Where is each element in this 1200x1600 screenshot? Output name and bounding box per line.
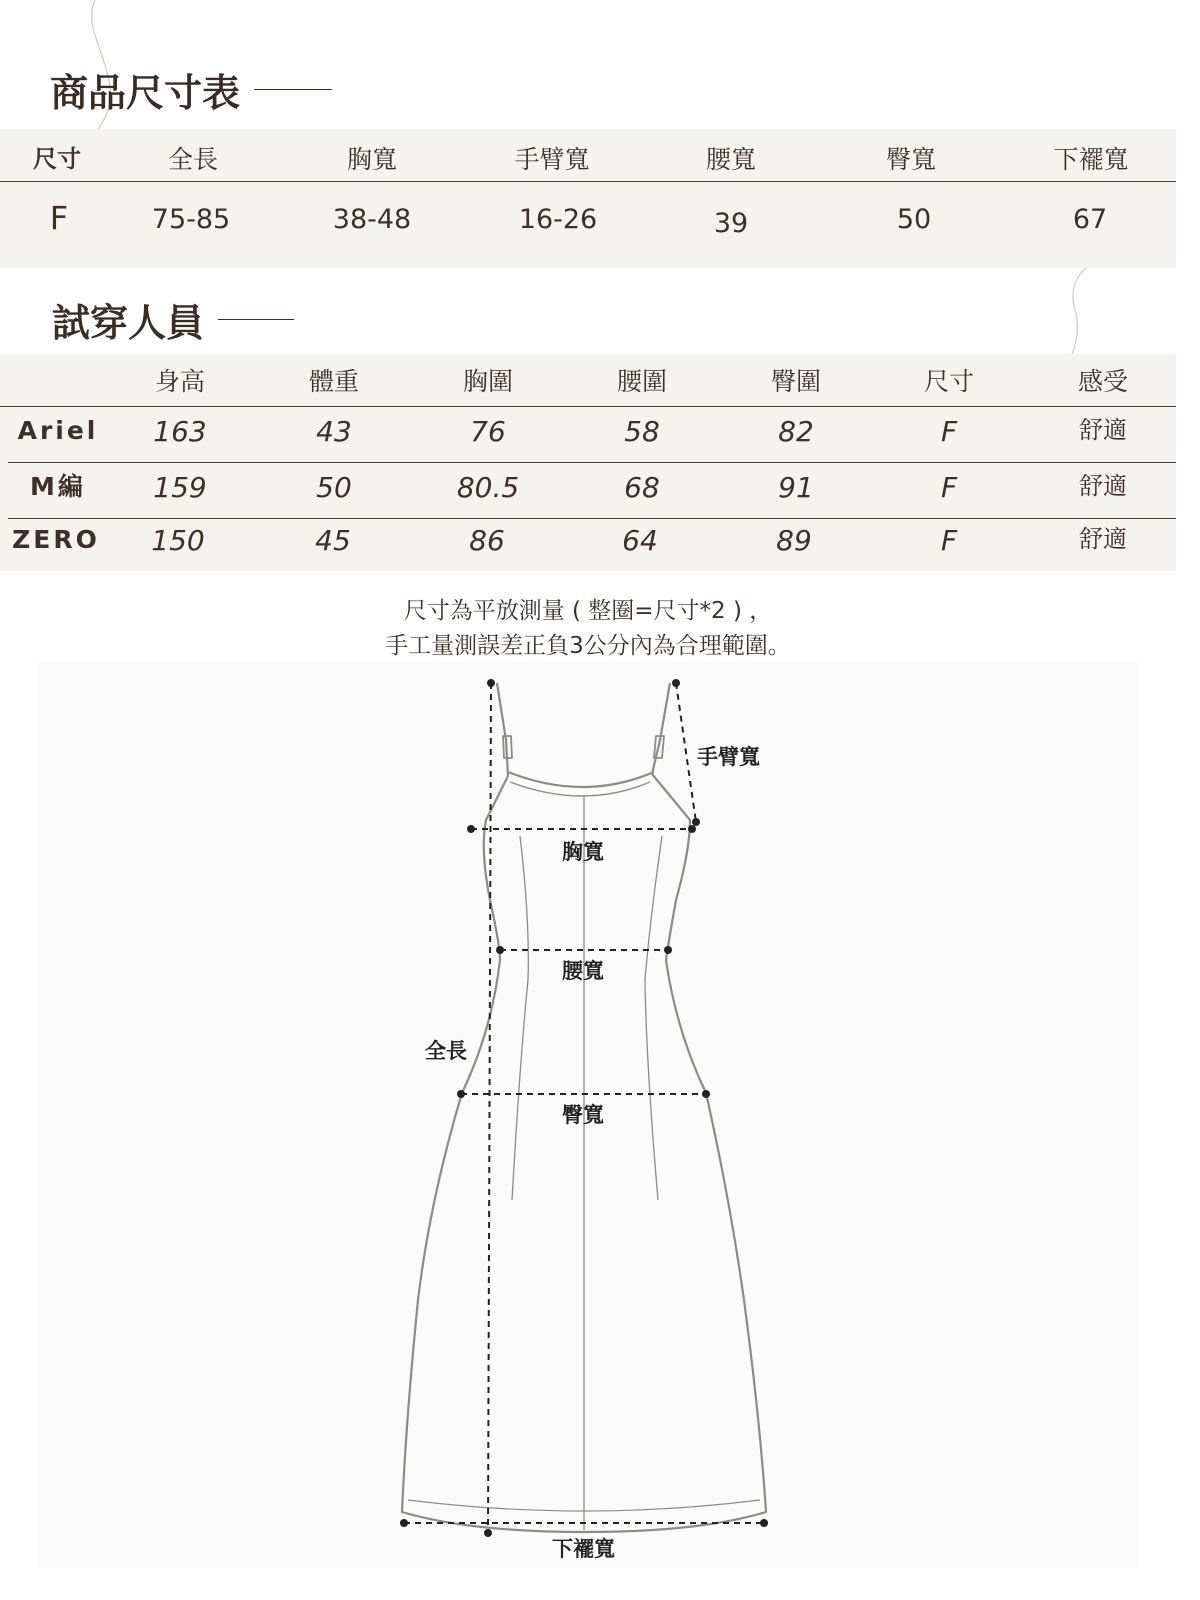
header-divider — [0, 406, 1176, 407]
model-size: F — [940, 471, 958, 504]
model-waist: 64 — [622, 524, 658, 557]
size-value-cell: 16-26 — [518, 204, 598, 235]
size-header-cell: 尺寸 — [33, 145, 81, 173]
size-header-cell: 腰寬 — [705, 145, 757, 174]
model-name: Ariel — [17, 416, 99, 445]
model-weight: 45 — [315, 524, 351, 557]
length-label: 全長 — [425, 1038, 467, 1063]
model-waist: 58 — [624, 415, 660, 448]
model-feeling: 舒適 — [1079, 525, 1127, 553]
measurement-note — [0, 594, 1176, 664]
model-bust: 80.5 — [456, 471, 520, 504]
size-chart-data-row — [0, 182, 1176, 268]
try-on-header-cell: 體重 — [308, 367, 360, 396]
size-header-cell: 臀寬 — [885, 145, 937, 174]
arm-width-label: 手臂寬 — [697, 744, 760, 769]
model-height: 150 — [151, 524, 205, 557]
chest-width-label: 胸寬 — [562, 839, 604, 864]
model-weight: 43 — [316, 415, 352, 448]
model-name: M編 — [30, 472, 86, 501]
row-divider — [8, 462, 1176, 463]
title-rule — [254, 89, 332, 90]
model-hip: 91 — [778, 471, 814, 504]
model-feeling: 舒適 — [1079, 472, 1127, 500]
size-value-cell: 50 — [896, 204, 932, 235]
model-waist: 68 — [624, 471, 660, 504]
try-on-header-row — [0, 354, 1176, 406]
size-chart-title — [50, 62, 332, 117]
size-value-cell: F — [49, 199, 69, 237]
try-on-header-cell: 尺寸 — [923, 367, 975, 396]
model-feeling: 舒適 — [1079, 416, 1127, 444]
model-size: F — [940, 524, 958, 557]
row-divider — [8, 518, 1176, 519]
try-on-table — [0, 354, 1176, 571]
try-on-title — [52, 292, 294, 347]
try-on-header-cell: 臀圍 — [770, 367, 822, 396]
model-height: 163 — [153, 415, 207, 448]
model-height: 159 — [153, 471, 207, 504]
size-header-cell: 下襬寬 — [1053, 145, 1129, 174]
title-rule — [218, 319, 294, 320]
try-on-title-text: 試穿人員 — [52, 300, 205, 345]
size-header-cell: 胸寬 — [346, 145, 398, 174]
model-weight: 50 — [316, 471, 352, 504]
size-chart-table — [0, 129, 1176, 268]
size-header-cell: 手臂寬 — [514, 145, 590, 174]
model-bust: 86 — [469, 524, 505, 557]
size-header-cell: 全長 — [167, 145, 219, 174]
hip-width-label: 臀寬 — [562, 1102, 604, 1127]
try-on-header-cell: 胸圍 — [462, 367, 514, 396]
model-hip: 89 — [776, 524, 812, 557]
hem-width-label: 下襬寬 — [552, 1536, 615, 1561]
model-bust: 76 — [470, 415, 506, 448]
size-value-cell: 38-48 — [332, 204, 412, 235]
size-chart-header-row — [0, 129, 1176, 181]
try-on-header-cell: 身高 — [154, 367, 206, 396]
model-name: ZERO — [12, 525, 100, 554]
model-size: F — [940, 415, 958, 448]
model-hip: 82 — [778, 415, 814, 448]
try-on-header-cell: 腰圍 — [616, 367, 668, 396]
size-value-cell: 67 — [1072, 204, 1108, 235]
size-value-cell: 39 — [713, 208, 749, 239]
note-line-1: 尺寸為平放測量 ( 整圈=尺寸*2 ) ， — [403, 598, 773, 624]
try-on-header-cell: 感受 — [1077, 367, 1129, 396]
size-value-cell: 75-85 — [151, 204, 231, 235]
note-line-2: 手工量測誤差正負3公分內為合理範圍。 — [385, 633, 791, 659]
size-chart-title-text: 商品尺寸表 — [50, 70, 241, 115]
waist-width-label: 腰寬 — [562, 958, 604, 983]
